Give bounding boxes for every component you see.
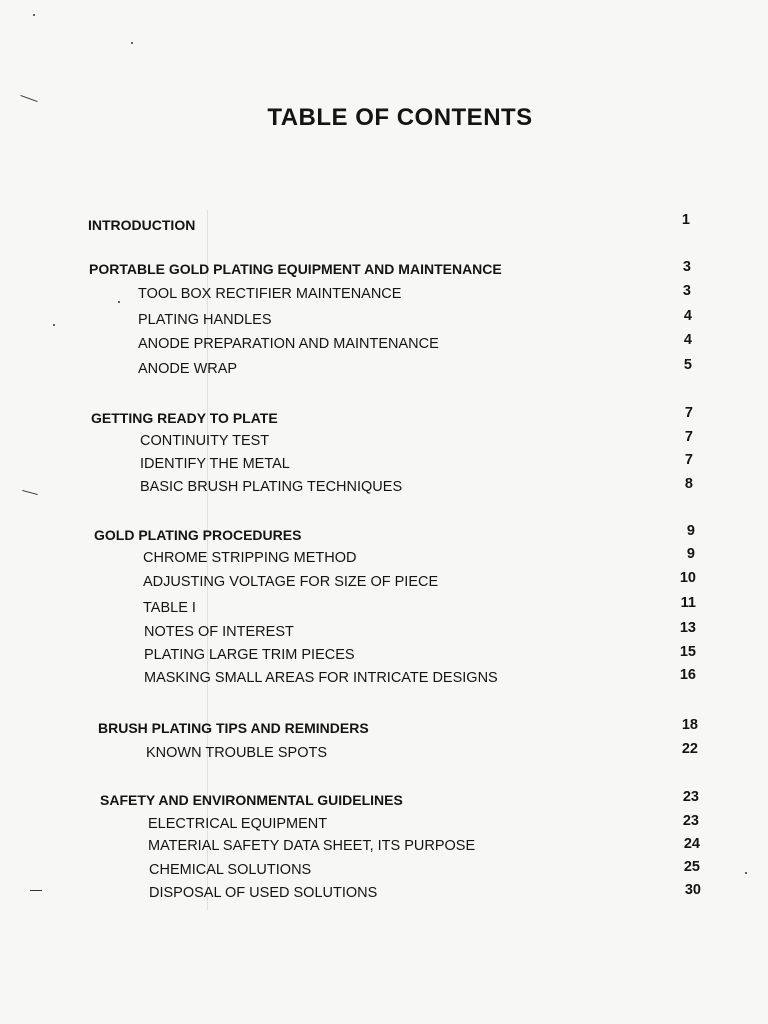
toc-entry: PLATING LARGE TRIM PIECES — [144, 647, 355, 663]
toc-page-number: 9 — [686, 546, 695, 562]
scan-mark — [22, 490, 38, 495]
scan-speck — [745, 872, 747, 874]
toc-entry: BASIC BRUSH PLATING TECHNIQUES — [140, 479, 403, 495]
toc-page-number: 15 — [679, 644, 696, 660]
toc-page-number: 7 — [684, 405, 693, 421]
toc-page-number: 7 — [684, 452, 693, 468]
toc-page-number: 18 — [681, 717, 698, 733]
scan-mark — [20, 95, 37, 102]
toc-page-number: 16 — [679, 667, 696, 683]
toc-page-number: 23 — [682, 813, 699, 829]
scan-speck — [33, 14, 35, 16]
toc-page-number: 30 — [684, 882, 701, 898]
toc-entry: CHEMICAL SOLUTIONS — [149, 862, 312, 878]
scan-speck — [53, 324, 55, 326]
toc-entry: ANODE PREPARATION AND MAINTENANCE — [138, 336, 439, 352]
toc-entry: GOLD PLATING PROCEDURES — [94, 527, 302, 543]
scan-speck — [118, 301, 120, 303]
toc-entry: SAFETY AND ENVIRONMENTAL GUIDELINES — [100, 792, 403, 808]
toc-page-number: 3 — [682, 283, 691, 299]
toc-entry: INTRODUCTION — [88, 217, 196, 233]
toc-page-number: 4 — [683, 332, 692, 348]
toc-entry: ELECTRICAL EQUIPMENT — [148, 816, 328, 832]
toc-page-number: 7 — [684, 429, 693, 445]
page-title: TABLE OF CONTENTS — [267, 104, 533, 131]
toc-page-number: 11 — [680, 595, 696, 611]
toc-entry: MASKING SMALL AREAS FOR INTRICATE DESIGNS — [144, 670, 498, 686]
toc-page-number: 4 — [683, 308, 692, 324]
toc-page-number: 24 — [683, 836, 700, 852]
toc-entry: MATERIAL SAFETY DATA SHEET, ITS PURPOSE — [148, 838, 476, 854]
scan-speck — [131, 42, 133, 44]
toc-page-number: 10 — [679, 570, 696, 586]
toc-page-number: 1 — [681, 212, 690, 228]
toc-entry: CONTINUITY TEST — [140, 433, 270, 449]
toc-entry: ANODE WRAP — [138, 361, 238, 377]
toc-entry: KNOWN TROUBLE SPOTS — [146, 745, 328, 761]
toc-entry: TOOL BOX RECTIFIER MAINTENANCE — [138, 286, 402, 302]
toc-page-number: 9 — [686, 523, 695, 539]
toc-entry: NOTES OF INTEREST — [144, 624, 294, 640]
toc-page-number: 23 — [682, 789, 699, 805]
toc-entry: ADJUSTING VOLTAGE FOR SIZE OF PIECE — [143, 574, 439, 590]
toc-page-number: 3 — [682, 259, 691, 275]
toc-entry: TABLE I — [143, 600, 196, 616]
toc-entry: IDENTIFY THE METAL — [140, 456, 290, 472]
toc-page-number: 25 — [683, 859, 700, 875]
toc-entry: GETTING READY TO PLATE — [91, 410, 278, 426]
toc-page-number: 22 — [681, 741, 698, 757]
toc-page-number: 5 — [683, 357, 692, 373]
toc-entry: CHROME STRIPPING METHOD — [143, 550, 357, 566]
toc-entry: PORTABLE GOLD PLATING EQUIPMENT AND MAINTENANCE — [89, 261, 502, 277]
toc-entry: DISPOSAL OF USED SOLUTIONS — [149, 885, 378, 901]
scan-mark — [30, 890, 42, 891]
toc-entry: BRUSH PLATING TIPS AND REMINDERS — [98, 720, 369, 736]
toc-page-number: 8 — [684, 476, 693, 492]
toc-page-number: 13 — [679, 620, 696, 636]
toc-entry: PLATING HANDLES — [138, 312, 272, 328]
